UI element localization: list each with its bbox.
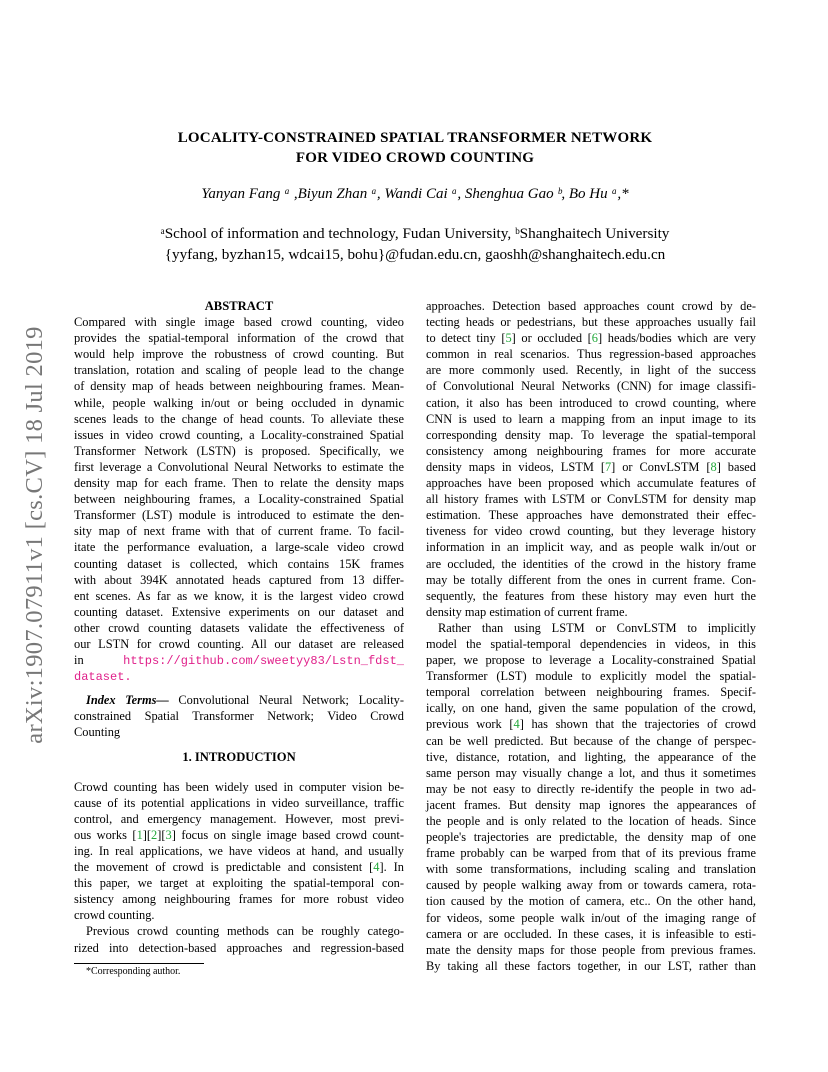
dataset-link[interactable]: https://github.com/sweetyy83/Lstn_fdst_ bbox=[123, 654, 404, 669]
body-line: camera or are occluded. In these cases, it is infeasible to esti- bbox=[426, 926, 756, 941]
body-line: tive, distance, rotation, and lighting, the appearance of the bbox=[426, 749, 756, 764]
arxiv-sidebar bbox=[20, 290, 50, 780]
intro-paragraph-2 bbox=[74, 923, 404, 955]
body-line: approaches have been proposed which accumulate features of bbox=[426, 476, 756, 491]
citation-link[interactable]: 2 bbox=[151, 827, 158, 842]
citation-link[interactable]: 8 bbox=[710, 459, 717, 474]
body-line: may be totally different from the ones in current frame. Con- bbox=[426, 572, 756, 587]
body-line: estimation. These approaches have demonstrated their effec- bbox=[426, 508, 756, 523]
abstract-line: Transformer Network (LSTN) is proposed. Specifically, we bbox=[74, 443, 404, 458]
introduction-heading: 1. INTRODUCTION bbox=[182, 749, 296, 764]
abstract-heading: ABSTRACT bbox=[204, 299, 274, 313]
abstract-link-line-2 bbox=[74, 668, 404, 684]
body-line: tecting heads or pedestrians, but these approaches usually fail bbox=[426, 315, 756, 330]
body-line: can be well predicted. But because of the change of perspec- bbox=[426, 733, 756, 748]
abstract-line: Compared with single image based crowd counting, video bbox=[74, 315, 404, 330]
body-line: By taking all these factors together, in our LST, rather than bbox=[426, 958, 756, 973]
footnote-divider bbox=[74, 963, 204, 964]
abstract-line: provides the spatial-temporal information of the crowd that bbox=[74, 331, 404, 346]
abstract-line: Transformer (LST) module is introduced to estimate the den- bbox=[74, 508, 404, 523]
body-line: approaches. Detection based approaches count crowd by de- bbox=[426, 299, 756, 313]
body-line: tion caused by the motion of camera, etc.. On the other hand, bbox=[426, 894, 756, 909]
intro-line: this paper, we target at exploiting the spatial-temporal con- bbox=[74, 876, 404, 891]
index-terms bbox=[74, 692, 404, 740]
body-line: sequently, the features from these history may even hurt the bbox=[426, 588, 756, 603]
body-line: with some transformations, including scaling and translation bbox=[426, 862, 756, 877]
body-line: information in an implicit way, and as people walk in/out or bbox=[426, 540, 756, 555]
body-line: frame probably can be warped from that of its previous frame bbox=[426, 846, 756, 861]
abstract-line: density map for each frame. Then to relate the density maps bbox=[74, 476, 404, 491]
intro-line: control, and emergency management. However, most previ- bbox=[74, 811, 404, 826]
abstract-line: counting dataset. Extensive experiments on our dataset and bbox=[74, 604, 404, 619]
affiliations bbox=[90, 223, 740, 265]
title-line-2: FOR VIDEO CROWD COUNTING bbox=[295, 150, 535, 166]
body-line: to detect tiny [5] or occluded [6] heads/bodies which are very bbox=[426, 331, 756, 346]
abstract-line: would help improve the robustness of crowd counting. But bbox=[74, 347, 404, 362]
body-line: of Convolutional Neural Networks (CNN) for image classifi- bbox=[426, 379, 756, 394]
intro-line: the movement of crowd is predictable and consistent [4]. In bbox=[74, 860, 404, 875]
index-terms-label: Index Terms— bbox=[86, 693, 169, 708]
body-line: caused by people walking away from or towards camera, rota- bbox=[426, 878, 756, 893]
body-line: Rather than using LSTM or ConvLSTM to implicitly bbox=[438, 620, 756, 635]
affiliation-emails: {yyfang, byzhan15, wdcai15, bohu}@fudan.edu.cn, gaoshh@shanghaitech.edu.cn bbox=[164, 246, 666, 263]
citation-link[interactable]: 7 bbox=[604, 459, 612, 474]
abstract-line: while, people walking in/out or being occluded in dynamic bbox=[74, 395, 404, 410]
dataset-link-continued[interactable]: dataset bbox=[74, 670, 125, 685]
citation-link[interactable]: 5 bbox=[505, 331, 512, 346]
citation-link[interactable]: 3 bbox=[165, 827, 172, 842]
intro-line: crowd counting. bbox=[74, 908, 155, 923]
body-line: previous work [4] has shown that the trajectories of crowd bbox=[426, 717, 756, 732]
abstract-line: ent scenes. As far as we know, it is the largest video crowd bbox=[74, 588, 404, 603]
intro-line: cause of its potential applications in video surveillance, traffic bbox=[74, 795, 404, 810]
abstract-line: our LSTN for crowd counting. All our dataset are released bbox=[74, 636, 404, 651]
paper-title bbox=[90, 128, 740, 168]
abstract-body bbox=[74, 314, 404, 684]
body-line: may be not easy to directly re-identify the people in two ad- bbox=[426, 781, 756, 796]
intro-paragraph-1 bbox=[74, 779, 404, 924]
abstract-link-line bbox=[74, 652, 404, 668]
index-terms-line bbox=[74, 692, 404, 708]
abstract-line: translation, rotation and scaling of people lead to the change bbox=[74, 363, 404, 378]
title-line-1: LOCALITY-CONSTRAINED SPATIAL TRANSFORMER NETWORK bbox=[177, 130, 653, 146]
affiliation-line-1: ᵃSchool of information and technology, Fudan University, ᵇShanghaitech University bbox=[160, 225, 670, 242]
body-line: cation, it also has been introduced to crowd counting, where bbox=[426, 395, 756, 410]
intro-line: sistency among neighbouring frames for more robust video bbox=[74, 892, 404, 907]
citation-link[interactable]: 1 bbox=[136, 827, 143, 842]
abstract-line: itate the performance evaluation, a large-scale video crowd bbox=[74, 540, 404, 555]
body-line: ically, on one hand, given the same population of the crowd, bbox=[426, 701, 756, 716]
body-line: people's trajectories are predictable, the density map of one bbox=[426, 830, 756, 845]
body-line: common in real scenarios. Thus regression-based approaches bbox=[426, 347, 756, 362]
citation-link[interactable]: 4 bbox=[513, 717, 520, 732]
intro-line: ing. In real applications, we have videos at hand, and usually bbox=[74, 844, 404, 858]
abstract-line: of density map of heads between neighbouring frames. Mean- bbox=[74, 379, 404, 394]
intro-line: ous works [1][2][3] focus on single image based crowd count- bbox=[74, 827, 404, 842]
abstract-line: scenes leads to the change of head counts. To alleviate these bbox=[74, 411, 404, 426]
body-line: all history frames with LSTM or ConvLSTM for density map bbox=[426, 492, 756, 507]
author-list: Yanyan Fang ᵃ ,Biyun Zhan ᵃ, Wandi Cai ᵃ, Shenghua Gao ᵇ, Bo Hu ᵃ,* bbox=[201, 186, 629, 202]
index-terms-text: Convolutional Neural Network; Locality- bbox=[168, 693, 405, 708]
body-line: are more commonly used. Recently, in light of the success bbox=[426, 363, 756, 378]
body-line: consistency among neighbouring frames for more accurate bbox=[426, 443, 756, 458]
right-paragraph-2 bbox=[426, 620, 756, 974]
body-line: Transformer (LST) module to explicitly model the spatial- bbox=[426, 669, 756, 684]
body-line: are occluded, the identities of the crowd in the history frame bbox=[426, 556, 756, 571]
abstract-line: with about 394K annotated heads captured from 13 differ- bbox=[74, 572, 404, 587]
body-line: corresponding density map. To leverage the spatial-temporal bbox=[426, 427, 756, 442]
body-line: same person may visually change a lot, and thus it sometimes bbox=[426, 765, 756, 780]
body-line: density map estimation of current frame. bbox=[426, 604, 628, 619]
body-line: for videos, some people walk in/out of the imaging range of bbox=[426, 910, 756, 925]
body-line: the people and is only related to the location of heads. Since bbox=[426, 814, 756, 828]
citation-link[interactable]: 6 bbox=[591, 331, 598, 346]
body-line: paper, we propose to leverage a Locality-constrained Spatial bbox=[426, 653, 756, 668]
body-line: tiveness for video crowd counting, but they leverage history bbox=[426, 524, 756, 539]
body-line: temporal correlation between neighbouring frames. Specif- bbox=[426, 685, 756, 700]
index-terms-line: constrained Spatial Transformer Network; Video Crowd bbox=[74, 709, 404, 724]
intro-line: rized into detection-based approaches and regression-based bbox=[74, 940, 404, 955]
abstract-line: between neighbouring frames, a Locality-constrained Spatial bbox=[74, 492, 404, 507]
link-suffix: . bbox=[124, 670, 132, 685]
right-paragraph-1 bbox=[426, 298, 756, 620]
body-line: model the spatial-temporal dependencies in videos, in this bbox=[426, 636, 756, 651]
body-line: mate the density maps for those people from previous frames. bbox=[426, 942, 756, 957]
footnote: *Corresponding author. bbox=[86, 966, 181, 977]
citation-link[interactable]: 4 bbox=[373, 860, 380, 875]
abstract-line: counting dataset is collected, which contains 15K frames bbox=[74, 556, 404, 571]
arxiv-identifier: arXiv:1907.07911v1 [cs.CV] 18 Jul 2019 bbox=[21, 326, 48, 744]
index-terms-line: Counting bbox=[74, 725, 121, 740]
body-line: density maps in videos, LSTM [7] or ConvLSTM [8] based bbox=[426, 459, 757, 474]
abstract-line: sity map of next frame with that of current frame. To facil- bbox=[74, 524, 404, 539]
intro-line: Previous crowd counting methods can be roughly catego- bbox=[86, 924, 404, 939]
body-line: jacent frames. But density map ignores the appearances of bbox=[426, 797, 756, 812]
right-column bbox=[426, 298, 756, 974]
left-column bbox=[74, 298, 404, 956]
abstract-line: first leverage a Convolutional Neural Networks to estimate the bbox=[74, 459, 404, 474]
body-line: CNN is used to learn a mapping from an input image to its bbox=[426, 411, 756, 426]
abstract-line: issues in video crowd counting, a Locality-constrained Spatial bbox=[74, 427, 404, 442]
link-prefix: in bbox=[74, 653, 124, 668]
abstract-line: other crowd counting datasets validate the effectiveness of bbox=[74, 620, 404, 635]
intro-line: Crowd counting has been widely used in computer vision be- bbox=[74, 779, 404, 794]
